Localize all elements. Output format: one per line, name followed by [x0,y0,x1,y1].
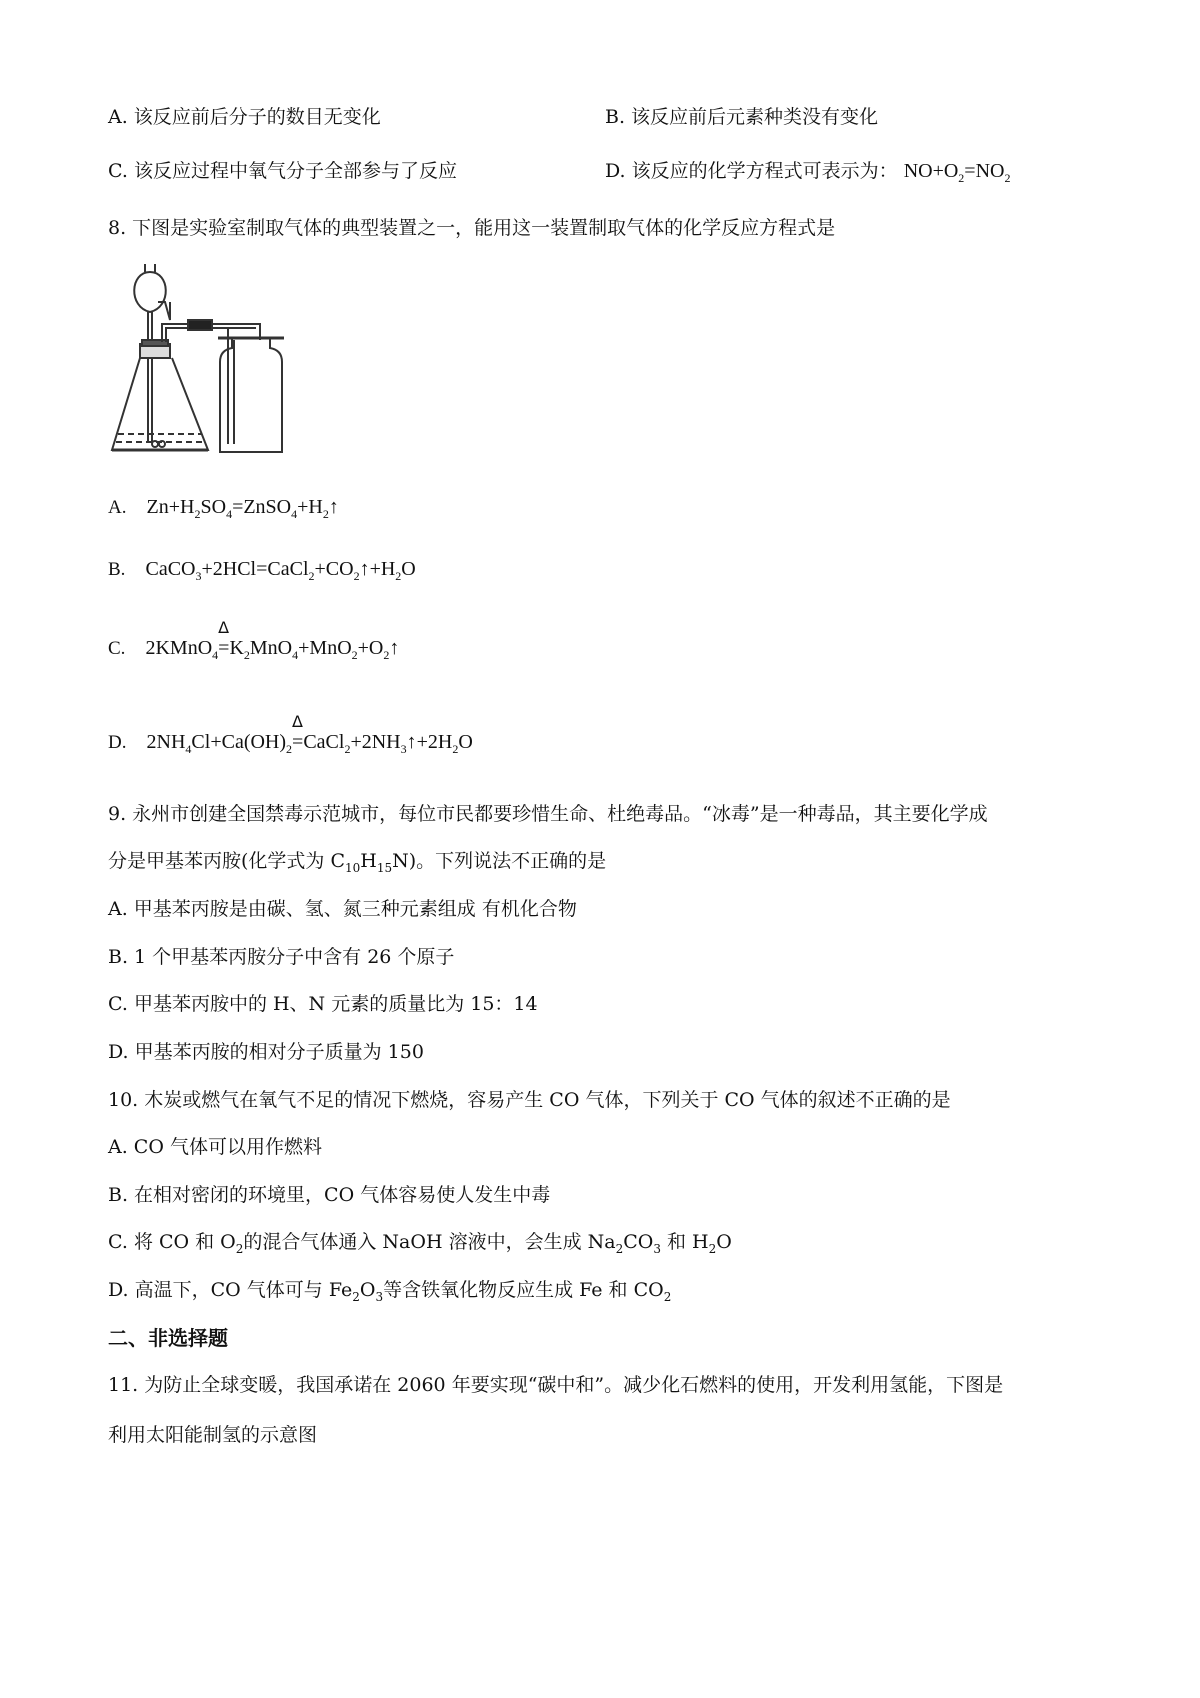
q7-option-d [605,158,1010,191]
q8-option-b [108,556,416,589]
q9-option-c: C. 甲基苯丙胺中的 H、N 元素的质量比为 15：14 [108,993,538,1015]
q8-option-a-equation: $Zn+H_2SO_4=ZnSO_4+H_2↑$ [146,496,339,521]
q8-option-c [108,618,400,668]
q8-option-d-label: D. [108,732,127,753]
q8-stem: 8. 下图是实验室制取气体的典型装置之一，能用这一装置制取气体的化学反应方程式是 [108,217,836,239]
q10-option-c-pre: C. 将 CO 和 O [108,1231,236,1253]
q9-option-a: A. 甲基苯丙胺是由碳、氢、氮三种元素组成 有机化合物 [108,898,577,920]
q9-stem-line2 [108,848,606,881]
section-heading: 二、非选择题 [108,1326,228,1350]
q8-option-a-label: A. [108,497,127,518]
q10-option-d-pre: D. 高温下，CO 气体可与 Fe [108,1279,353,1301]
q9-stem-post: )。下列说法不正确的是 [408,850,607,872]
q10-option-b: B. 在相对密闭的环境里，CO 气体容易使人发生中毒 [108,1184,551,1206]
q11-line1: 11. 为防止全球变暖，我国承诺在 2060 年要实现“碳中和”。减少化石燃料的使用，开发利用氢能，下图是 [108,1374,1004,1396]
q8-option-d-equation: $2NH_4Cl+Ca(OH)_2$ Δ $=CaCl_2+2NH_3↑+2H_2O$ [147,731,473,753]
heat-symbol: Δ [292,712,303,731]
q9-formula: $C_{10}H_{15}N$ [330,850,409,875]
q10-option-c: C. 将 CO 和 $O_2$的混合气体通入 NaOH 溶液中，会生成 $Na_2CO_3$ 和 $H_2O$ [108,1231,732,1256]
q7-option-c: C. 该反应过程中氧气分子全部参与了反应 [108,160,457,182]
q11-line2: 利用太阳能制氢的示意图 [108,1424,318,1446]
q10-option-a: A. CO 气体可以用作燃料 [108,1136,322,1158]
gas-apparatus-diagram [110,262,310,462]
q10-option-d: D. 高温下，CO 气体可与 $Fe_2O_3$等含铁氧化物反应生成 Fe 和 $CO_2$ [108,1279,672,1304]
q10-option-c-end: 和 H [660,1231,709,1253]
q9-stem-line1: 9. 永州市创建全国禁毒示范城市，每位市民都要珍惜生命、杜绝毒品。“冰毒”是一种毒品，其主要化学成 [108,803,988,825]
q7-option-d-equation: $NO+O_2=NO_2$ [903,160,1011,185]
heat-symbol: Δ [218,618,230,637]
q10-option-d-end: 等含铁氧化物反应生成 Fe 和 CO [383,1279,664,1301]
q8-option-c-equation: 2KMnO$_4$ Δ $=K_2MnO_4+MnO_2+O_2↑$ [145,637,399,659]
q8-option-c-label: C. [108,638,126,659]
q9-stem-pre: 分是甲基苯丙胺(化学式为 [108,850,331,872]
q7-option-b: B. 该反应前后元素种类没有变化 [605,106,879,128]
q8-option-b-label: B. [108,559,126,580]
q9-option-b: B. 1 个甲基苯丙胺分子中含有 26 个原子 [108,946,455,968]
q7-option-a: A. 该反应前后分子的数目无变化 [108,106,381,128]
q10-stem: 10. 木炭或燃气在氧气不足的情况下燃烧，容易产生 CO 气体，下列关于 CO 气体的叙述不正确的是 [108,1089,951,1111]
q8-option-a [108,494,339,527]
q9-option-d: D. 甲基苯丙胺的相对分子质量为 150 [108,1041,424,1063]
q8-option-d [108,712,473,762]
q8-option-b-equation: $CaCO_3+2HCl=CaCl_2+CO_2↑+H_2O$ [145,558,416,583]
q7-option-d-text: D. 该反应的化学方程式可表示为： [605,160,898,182]
q10-option-c-mid: 的混合气体通入 NaOH 溶液中，会生成 Na [243,1231,616,1253]
